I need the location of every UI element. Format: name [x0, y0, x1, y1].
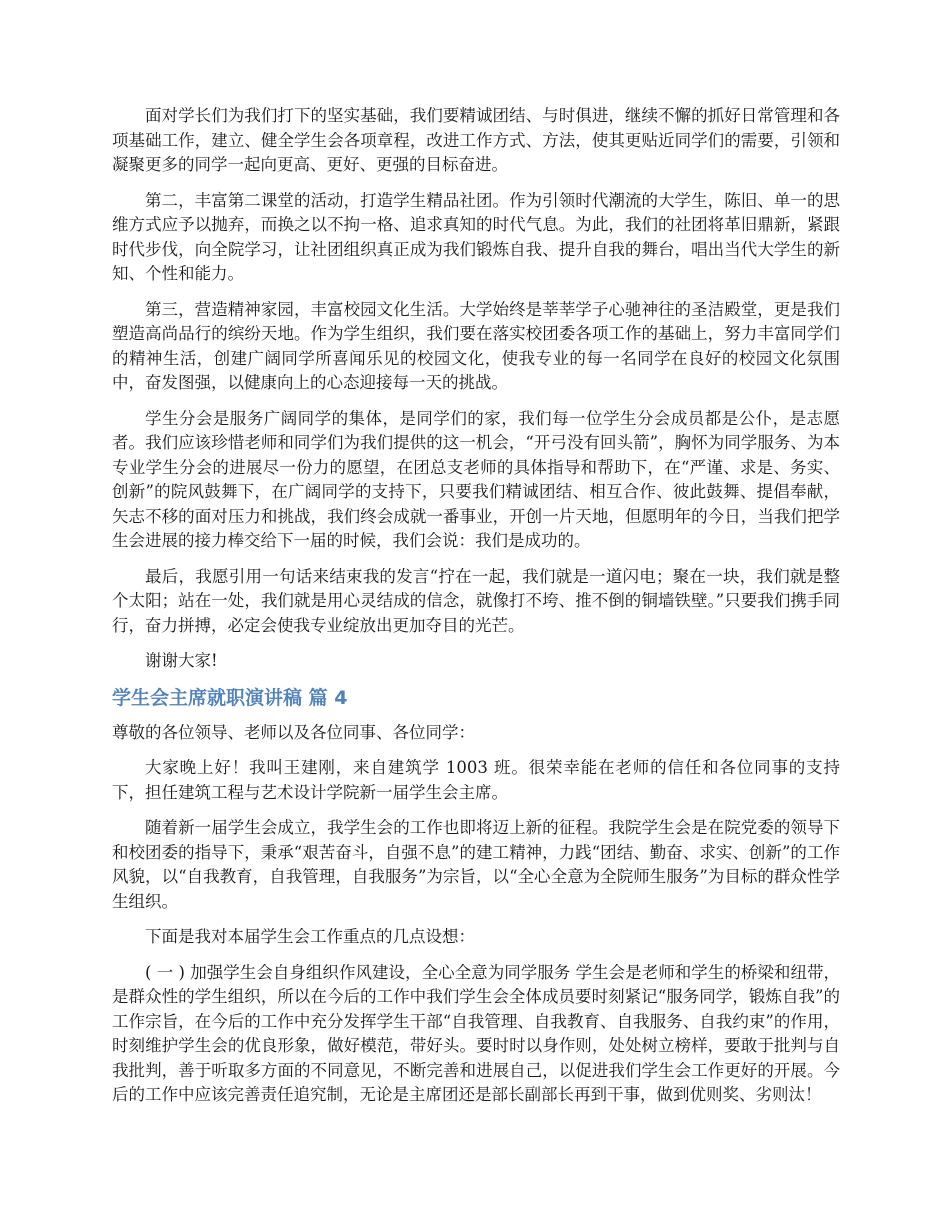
paragraph-second-point: 第二，丰富第二课堂的活动，打造学生精品社团。作为引领时代潮流的大学生，陈旧、单一的思维方式应予以抛弃，而换之以不拘一格、追求真知的时代气息。为此，我们的社团将革旧鼎新，紧跟时代步伐，向全院学习，让社团组织真正成为我们锻炼自我、提升自我的舞台，唱出当代大学生的新知、个性和能力。 [112, 190, 840, 283]
document-page [112, 104, 840, 1119]
paragraph-foundation: 面对学长们为我们打下的坚实基础，我们要精诚团结、与时俱进，继续不懈的抓好日常管理和各项基础工作，建立、健全学生会各项章程，改进工作方式、方法，使其更贴近同学们的需要，引领和凝聚更多的同学一起向更高、更好、更强的目标奋进。 [112, 106, 840, 174]
paragraph-thanks: 谢谢大家! [145, 651, 218, 670]
paragraph-greeting: 大家晚上好！我叫王建刚，来自建筑学 1003 班。很荣幸能在老师的信任和各位同事的支持下，担任建筑工程与艺术设计学院新一届学生会主席。 [112, 758, 840, 802]
paragraph-third-point: 第三，营造精神家园，丰富校园文化生活。大学始终是莘莘学子心驰神往的圣洁殿堂，更是我们塑造高尚品行的缤纷天地。作为学生组织，我们要在落实校团委各项工作的基础上，努力丰富同学们的精神生活，创建广阔同学所喜闻乐见的校园文化，使我专业的每一名同学在良好的校园文化氛围中，奋发图强，以健康向上的心态迎接每一天的挑战。 [112, 299, 840, 392]
paragraph-plan-intro: 下面是我对本届学生会工作重点的几点设想： [145, 927, 475, 946]
paragraph-student-branch: 学生分会是服务广阔同学的集体，是同学们的家，我们每一位学生分会成员都是公仆，是志愿者。我们应该珍惜老师和同学们为我们提供的这一机会，“开弓没有回头箭”，胸怀为同学服务、为本专业学生分会的进展尽一份力的愿望，在团总支老师的具体指导和帮助下，在“严谨、求是、务实、创新”的院风鼓舞下，在广阔同学的支持下，只要我们精诚团结、相互合作、彼此鼓舞、提倡奉献，矢志不移的面对压力和挑战，我们终会成就一番事业，开创一片天地，但愿明年的今日，当我们把学生会进展的接力棒交给下一届的时候，我们会说：我们是成功的。 [112, 408, 840, 550]
paragraph-plan-one: ( 一 ) 加强学生会自身组织作风建设，全心全意为同学服务 学生会是老师和学生的桥梁和纽带，是群众性的学生组织，所以在今后的工作中我们学生会全体成员要时刻紧记“服务同学，锻炼自我”的工作宗旨，在今后的工作中充分发挥学生干部“自我管理、自我教育、自我服务、自我约束”的作用，时刻维护学生会的优良形象，做好模范，带好头。要时时以身作则，处处树立榜样，要敢于批判与自我批判，善于听取多方面的不同意见，不断完善和进展自己，以促进我们学生会工作更好的开展。今后的工作中应该完善责任追究制，无论是主席团还是部长副部长再到干事，做到优则奖、劣则汰！ [112, 962, 840, 1104]
salutation: 尊敬的各位领导、老师以及各位同事、各位同学： [112, 722, 475, 742]
paragraph-closing-quote: 最后，我愿引用一句话来结束我的发言“拧在一起，我们就是一道闪电；聚在一块，我们就是整个太阳；站在一处，我们就是用心灵结成的信念，就像打不垮、推不倒的铜墙铁壁。”只要我们携手同行，奋力拼搏，必定会使我专业绽放出更加夺目的光芒。 [112, 566, 840, 635]
paragraph-new-council: 随着新一届学生会成立，我学生会的工作也即将迈上新的征程。我院学生会是在院党委的领导下和校团委的指导下，秉承“艰苦奋斗，自强不息”的建工精神，力践“团结、勤奋、求实、创新”的工作风貌，以“自我教育，自我管理，自我服务”为宗旨，以“全心全意为全院师生服务”为目标的群众性学生组织。 [112, 818, 840, 911]
section-heading: 学生会主席就职演讲稿 篇 4 [112, 686, 348, 709]
